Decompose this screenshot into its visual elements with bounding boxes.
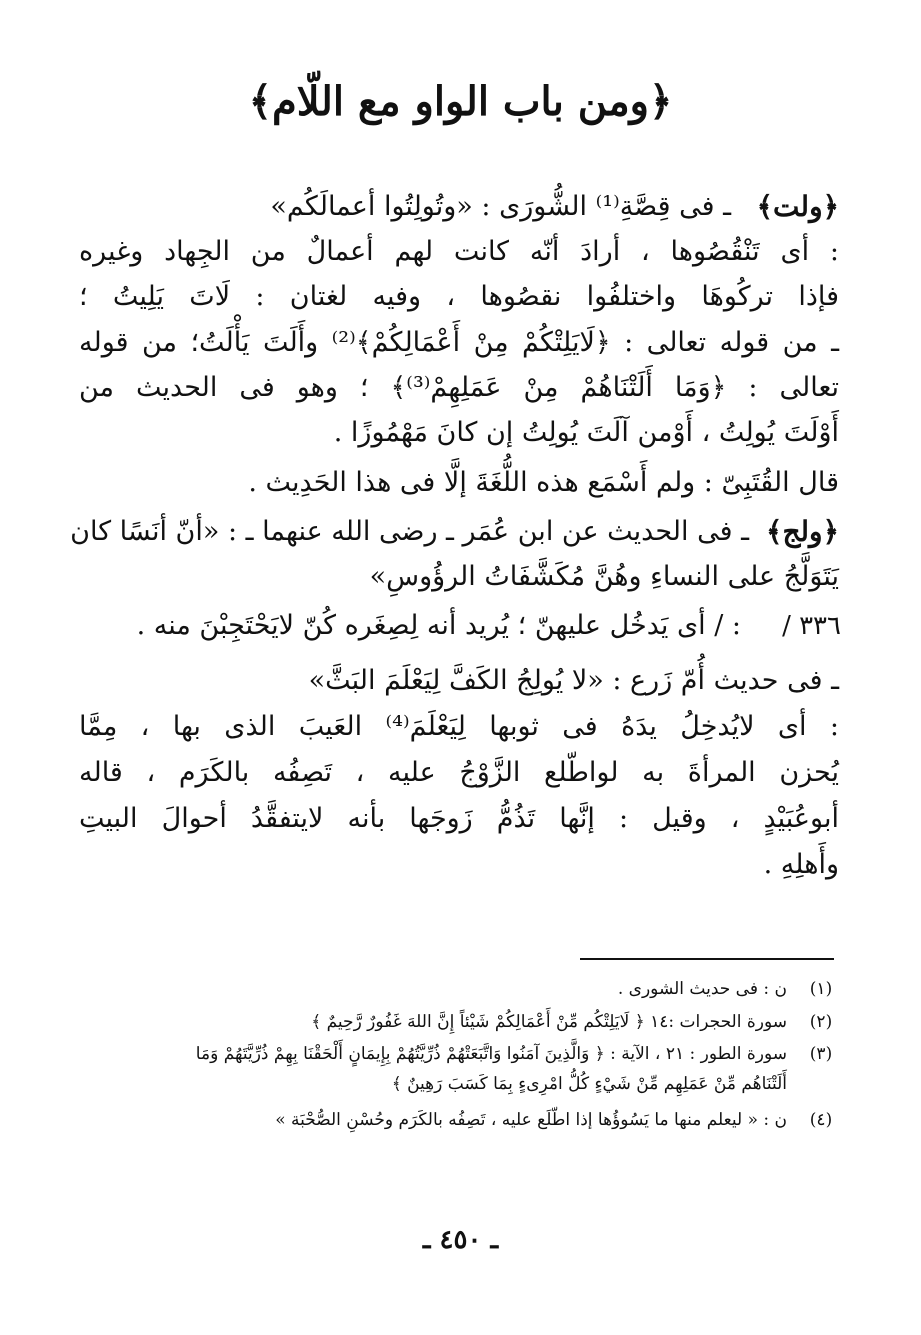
footnote-text: ن : فى حديث الشورى .	[617, 979, 787, 999]
entry-line: : أى لايُدخِلُ يدَهُ فى ثوبها لِيَعْلَمَ⁽⁴⁾ العَيبَ الذى بها ، مِمَّا	[79, 711, 839, 742]
entry-line: يُحزن المرأةَ به لواطّلع الزَّوْجُ عليه ، تَصِفُه بالكَرَم ، قاله	[79, 757, 839, 788]
footnote-3-continuation: أَلَتْنَاهُم مِّنْ عَمَلِهِم مِّنْ شَيْءٍ كُلُّ امْرِىءٍ بِمَا كَسَبَ رَهِينٌ ﴾	[391, 1074, 787, 1094]
entry-line: ـ فى حديث أُمّ زَرع : «لا يُولِجُ الكَفَّ لِيَعْلَمَ البَثَّ»	[308, 665, 839, 696]
page-number: ـ ٤٥٠ ـ	[422, 1225, 499, 1255]
entry-line: : / أى يَدخُل عليهنّ ؛ يُريد أنه لِصِغَره كُنّ لايَحْتَجِبْنَ منه .	[136, 610, 741, 641]
footnote-separator	[580, 958, 834, 960]
footnote-text: سورة الحجرات :١٤ ﴿ لَايَلِتْكُم مِّنْ أَعْمَالِكُمْ شَيْئاً إِنَّ اللهَ غَفُورٌ رَّحِيمٌ ﴾	[311, 1012, 787, 1032]
entry-line: أَوْلَتَ يُولِتُ ، أَوْمن آلَتَ يُولِتُ إن كانَ مَهْمُوزًا .	[333, 417, 839, 448]
footnote-4	[81, 1106, 841, 1134]
entry-line: ـ فى الحديث عن ابن عُمَر ـ رضى الله عنهما ـ : «أنّ أنَسًا كان	[70, 516, 749, 547]
headword-walat: ﴿ولت﴾	[756, 190, 839, 223]
entry-line: ـ فى قِصَّةِ⁽¹⁾ الشُّورَى : «وتُولِتُوا أعمالَكُم»	[270, 191, 731, 222]
footnote-text: سورة الطور : ٢١ ، الآية : ﴿ وَالَّذِينَ آمَنُوا وَاتَّبَعَتْهُمْ ذُرِّيَّتُهُمْ بِإِيمَانٍ أَلْحَقْنَا بِهِمْ ذُرِّيَّتَهُمْ وَمَا	[195, 1044, 787, 1064]
entry-line: فإذا تركُوهَا واختلفُوا نقصُوها ، وفيه لغتان : لَاتَ يَلِيتُ ؛	[79, 281, 839, 312]
entry-line: أبوعُبَيْدٍ ، وقيل : إنَّها تَذُمُّ زَوجَها بأنه لايتفقَّدُ أحوالَ البيتِ	[79, 803, 839, 834]
footnote-text: ن : « ليعلم منها ما يَسُوؤُها إذا اطّلَع عليه ، تَصِفُه بالكَرَم وحُسْنِ الصُّحْبَة »	[275, 1110, 787, 1130]
footnote-3	[81, 1040, 841, 1068]
entry-line: يَتَوَلَّجُ على النساءِ وهُنَّ مُكَشَّفَاتُ الرؤُوسِ»	[369, 561, 839, 592]
footnote-2	[81, 1008, 841, 1036]
footnote-number: (٣)	[809, 1044, 833, 1064]
entry-line: قال القُتَبِىّ : ولم أَسْمَع هذه اللُّغَةَ إلَّا فى هذا الحَدِيث .	[248, 467, 839, 498]
section-title: ﴿ومن باب الواو مع اللّام﴾	[248, 78, 673, 125]
margin-page-marker: ٣٣٦ /	[782, 611, 841, 641]
footnote-number: (٢)	[809, 1012, 833, 1032]
footnote-1	[81, 975, 841, 1003]
entry-line: ـ من قوله تعالى : ﴿لَايَلِتْكُمْ مِنْ أَعْمَالِكُمْ﴾⁽²⁾ وأَلَتَ يَأْلَتُ؛ من قوله	[79, 327, 839, 358]
entry-line: وأَهلِهِ .	[763, 849, 839, 880]
headword-walaj: ﴿ولج﴾	[766, 515, 839, 548]
footnote-number: (٤)	[809, 1110, 833, 1130]
entry-line: تعالى : ﴿وَمَا أَلَتْنَاهُمْ مِنْ عَمَلِهِمْ⁽³⁾﴾ ؛ وهو فى الحديث من	[79, 372, 839, 403]
entry-line: : أى تَنْقُصُوها ، أرادَ أنّه كانت لهم أعمالٌ من الجِهاد وغيره	[79, 236, 839, 267]
footnote-number: (١)	[809, 979, 833, 999]
